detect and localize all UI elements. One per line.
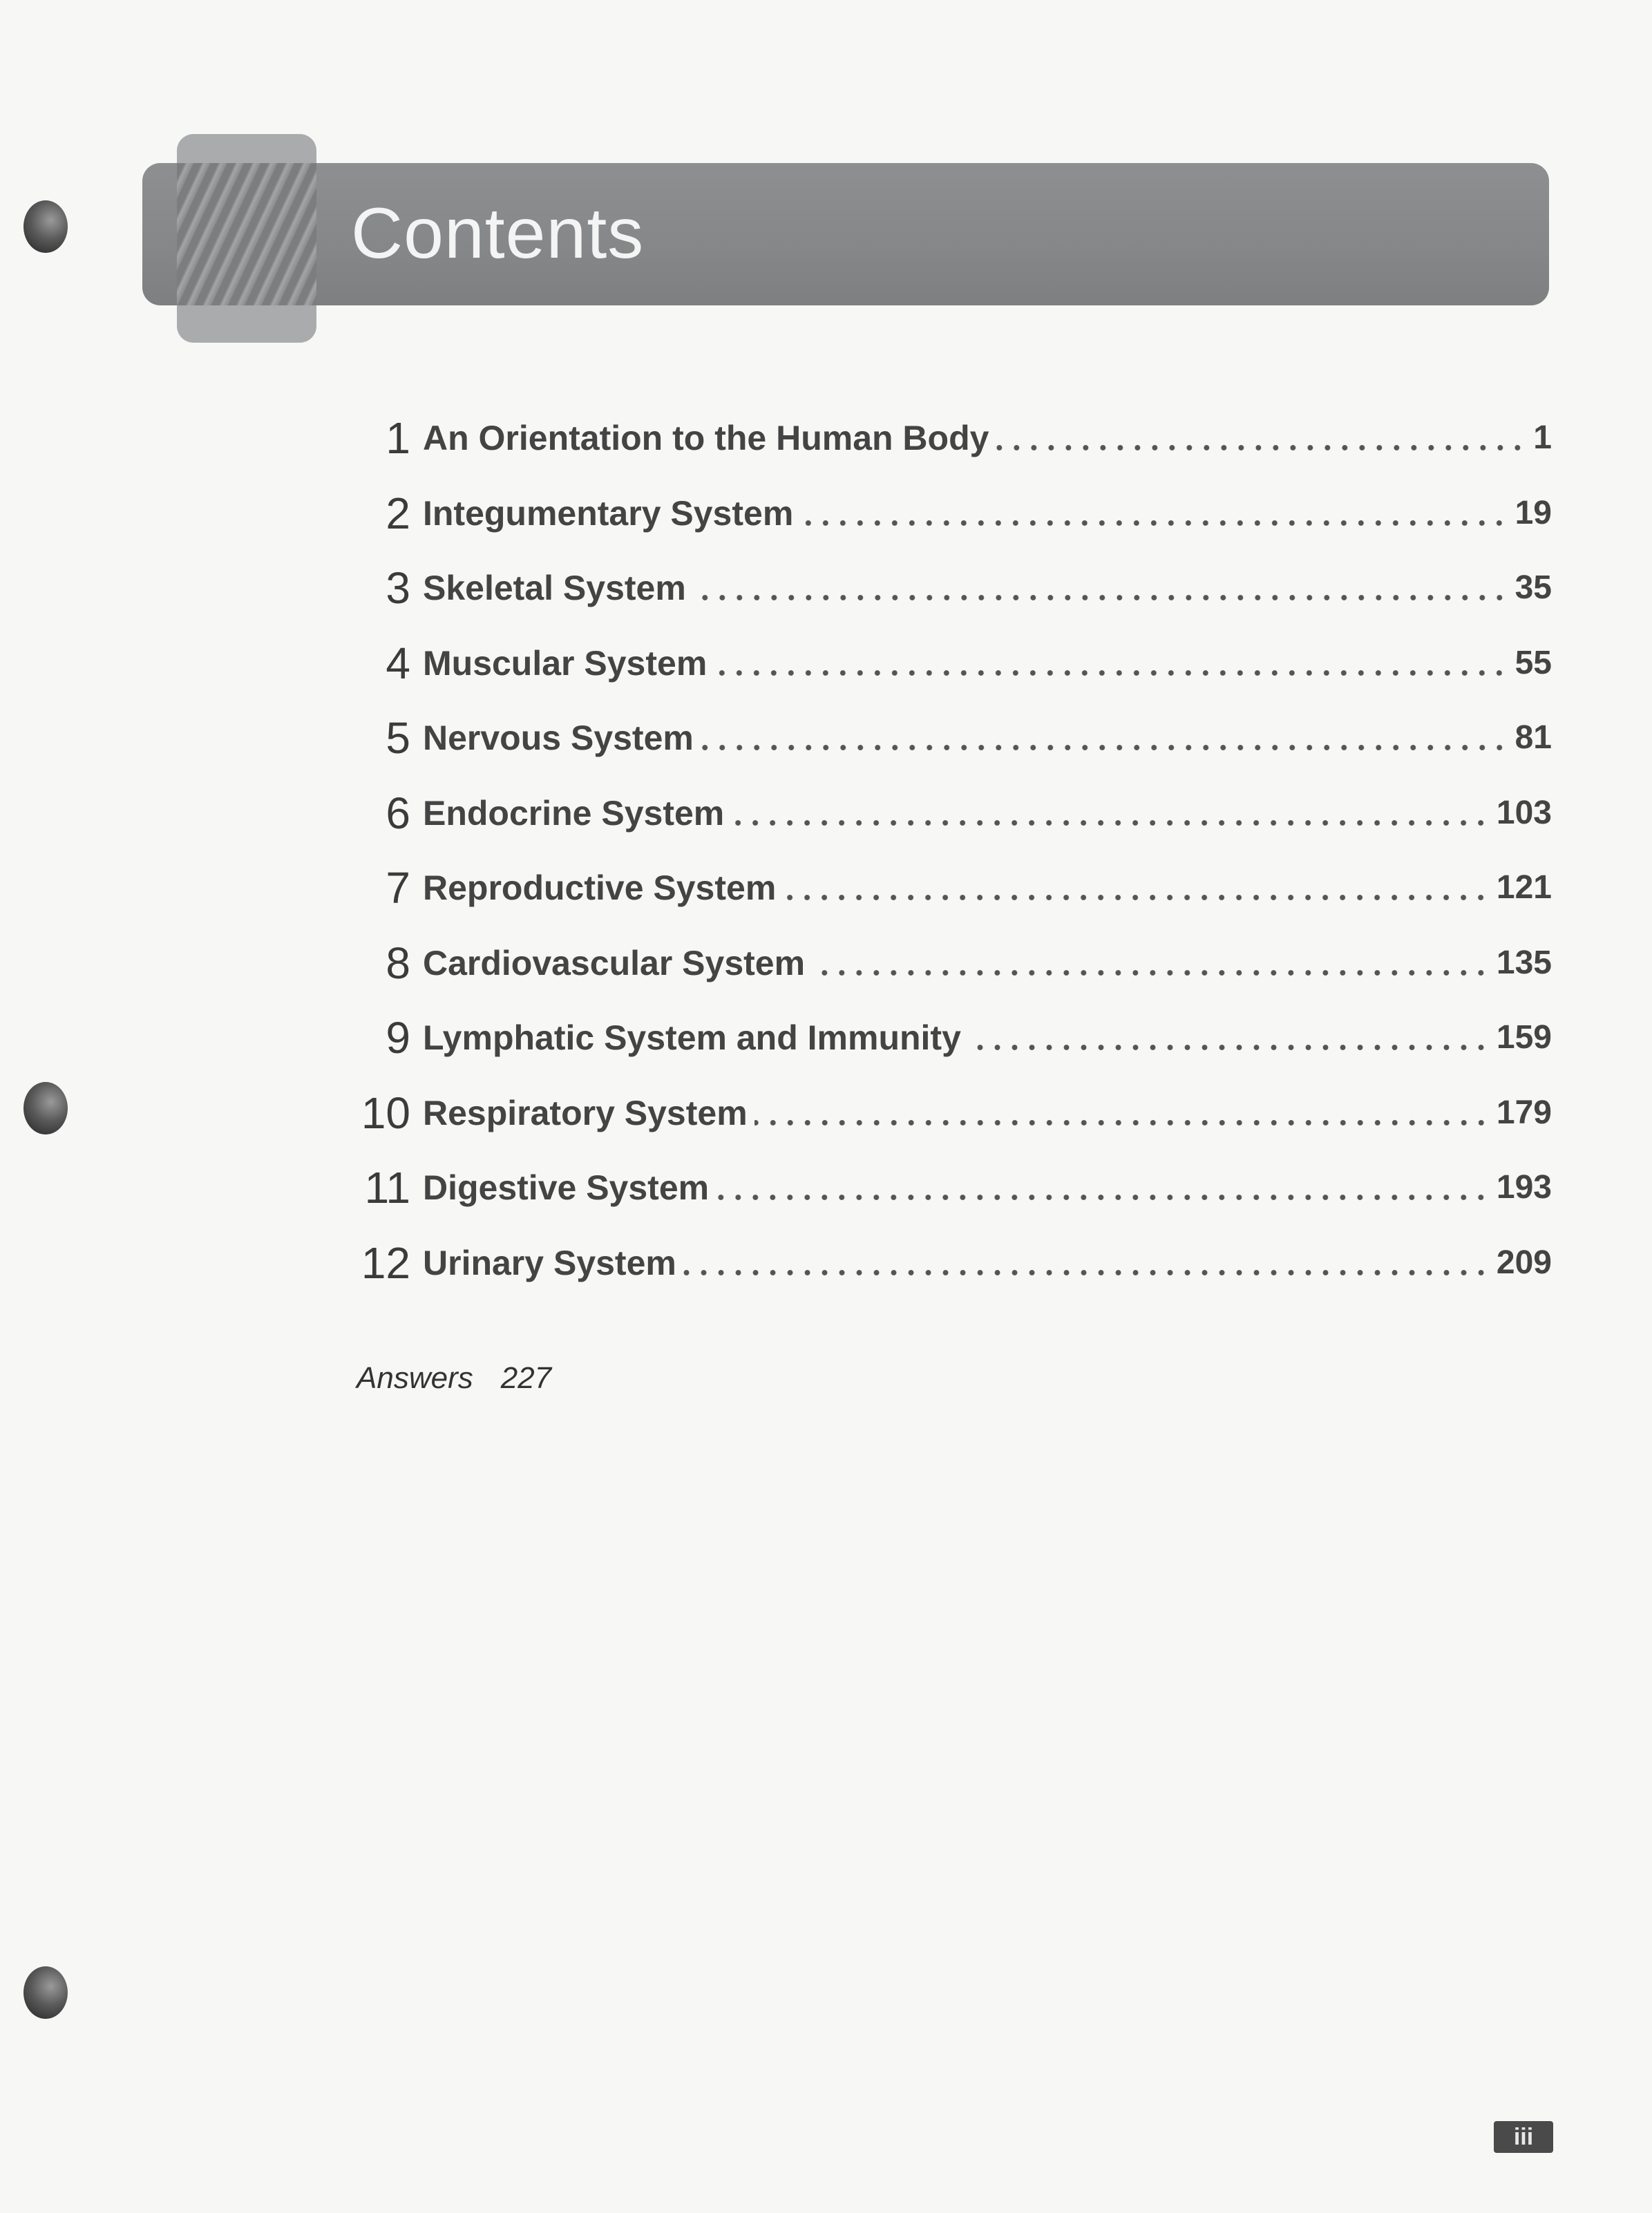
dot-leader: [812, 969, 1490, 977]
chapter-number: 12: [361, 1237, 410, 1288]
chapter-number: 1: [386, 413, 410, 464]
chapter-number: 7: [386, 863, 410, 913]
chapter-page: 159: [1496, 1019, 1552, 1056]
chapter-number: 4: [386, 638, 410, 688]
toc-entry[interactable]: [352, 1226, 1552, 1301]
chapter-number: 8: [386, 938, 410, 988]
chapter-title: Urinary System: [423, 1243, 676, 1282]
chapter-page: 35: [1515, 569, 1552, 607]
chapter-number: 11: [364, 1163, 410, 1213]
punch-hole: [23, 200, 68, 253]
toc-entry[interactable]: [352, 476, 1552, 551]
answers-page: 227: [500, 1361, 552, 1395]
dot-leader: [714, 669, 1508, 677]
header-decorative-tab: [177, 134, 316, 343]
chapter-title: Muscular System: [423, 643, 708, 683]
toc-entry[interactable]: [352, 551, 1552, 626]
chapter-title: Integumentary System: [423, 493, 794, 533]
chapter-title: Lymphatic System and Immunity: [423, 1018, 961, 1058]
chapter-page: 19: [1515, 494, 1552, 531]
punch-hole: [23, 1082, 68, 1134]
chapter-page: 179: [1496, 1094, 1552, 1131]
answers-label: Answers: [357, 1361, 473, 1395]
chapter-page: 55: [1515, 644, 1552, 681]
chapter-number: 9: [386, 1013, 410, 1063]
toc-entry[interactable]: [352, 626, 1552, 701]
chapter-page: 135: [1496, 944, 1552, 981]
toc-entry[interactable]: [352, 1000, 1552, 1076]
chapter-title: Cardiovascular System: [423, 943, 806, 982]
chapter-title: Reproductive System: [423, 868, 777, 908]
chapter-number: 6: [386, 788, 410, 838]
dot-leader: [800, 519, 1508, 527]
toc-entry[interactable]: [352, 776, 1552, 851]
chapter-title: An Orientation to the Human Body: [423, 419, 989, 458]
chapter-page: 103: [1496, 794, 1552, 831]
chapter-title: Nervous System: [423, 719, 694, 758]
chapter-page: 81: [1515, 719, 1552, 757]
chapter-number: 3: [386, 563, 410, 614]
page-number-badge: iii: [1494, 2121, 1553, 2153]
dot-leader: [683, 1269, 1490, 1277]
toc-entry[interactable]: [352, 926, 1552, 1001]
toc-entry[interactable]: [352, 701, 1552, 776]
toc-entry[interactable]: [352, 1150, 1552, 1226]
answers-entry[interactable]: [357, 1361, 551, 1396]
chapter-title: Endocrine System: [423, 793, 725, 833]
toc-entry[interactable]: [352, 1076, 1552, 1151]
chapter-number: 2: [386, 488, 410, 538]
chapter-page: 209: [1496, 1244, 1552, 1281]
chapter-title: Skeletal System: [423, 569, 686, 608]
dot-leader: [968, 1043, 1490, 1052]
toc-entry[interactable]: [352, 401, 1552, 476]
dot-leader: [783, 893, 1490, 902]
dot-leader: [701, 743, 1508, 752]
dot-leader: [996, 444, 1526, 452]
table-of-contents: [352, 401, 1552, 1300]
dot-leader: [731, 819, 1490, 827]
chapter-title: Respiratory System: [423, 1093, 748, 1132]
dot-leader: [754, 1119, 1490, 1127]
dot-leader: [716, 1193, 1490, 1202]
punch-hole: [23, 1966, 68, 2019]
chapter-page: 121: [1496, 869, 1552, 906]
dot-leader: [693, 593, 1508, 602]
chapter-number: 5: [386, 713, 410, 763]
chapter-title: Digestive System: [423, 1168, 710, 1208]
page-title: Contents: [351, 193, 645, 274]
toc-entry[interactable]: [352, 851, 1552, 926]
chapter-number: 10: [361, 1087, 410, 1138]
header-decorative-pattern: [177, 163, 316, 305]
chapter-page: 1: [1533, 419, 1552, 457]
chapter-page: 193: [1496, 1169, 1552, 1206]
